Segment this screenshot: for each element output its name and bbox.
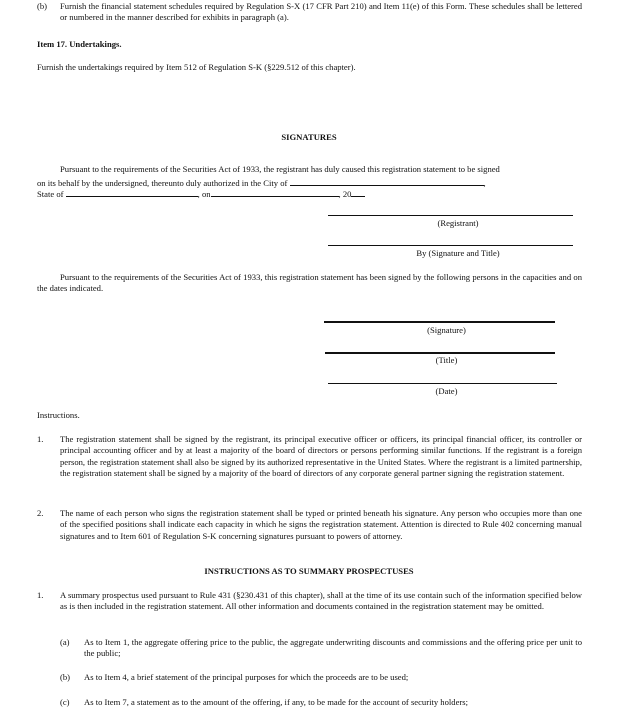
instruction-2-text: The name of each person who signs the registration statement shall be typed or printed beneath his signature. Any person who occupies more than one of the specified positions shall indicate each capacity in which he signs the registration statement. Attention is directed to Rule 402 concerning manual signatures and to Item 601 of Regulation S-K concerning signatures pursuant to powers of attorney. [60, 508, 582, 541]
signatures-para1-line1: Pursuant to the requirements of the Securities Act of 1933, the registrant has duly caused this registration statement to be signed [60, 164, 500, 174]
summary-subitem-b-marker: (b) [60, 672, 71, 682]
registrant-label: (Registrant) [437, 218, 479, 228]
year-blank[interactable] [351, 187, 365, 197]
year-label: , 20 [338, 189, 352, 199]
registrant-line[interactable] [328, 215, 573, 216]
by-signature-line[interactable] [328, 245, 573, 246]
signature-label: (Signature) [427, 325, 466, 335]
summary-subitem-c-text: As to Item 7, a statement as to the amount of the offering, if any, to be made for the account of security holders; [84, 697, 468, 707]
instruction-1-marker: 1. [37, 434, 44, 444]
item16b-marker: (b) [37, 1, 48, 11]
item17-text: Furnish the undertakings required by Item 512 of Regulation S-K (§229.512 of this chapter). [37, 62, 356, 72]
city-blank[interactable] [290, 176, 484, 186]
summary-subitem-b-text: As to Item 4, a brief statement of the principal purposes for which the proceeds are to be used; [84, 672, 409, 682]
signature-line[interactable] [324, 321, 555, 323]
city-prefix: on its behalf by the undersigned, thereunto duly authorized in the City of [37, 178, 288, 188]
title-line[interactable] [325, 352, 555, 354]
by-signature-title-label: By (Signature and Title) [416, 248, 500, 258]
summary-item1-marker: 1. [37, 590, 44, 600]
signatures-para2: Pursuant to the requirements of the Securities Act of 1933, this registration statement has been signed by the following persons in the capacities and on the dates indicated. [37, 272, 582, 294]
item17-heading: Item 17. Undertakings. [37, 39, 122, 49]
date-blank[interactable] [211, 187, 339, 197]
instruction-2-marker: 2. [37, 508, 44, 518]
signatures-para1-line3 [37, 187, 365, 200]
date-label: (Date) [435, 386, 458, 396]
on-label: , on [197, 189, 211, 199]
title-label: (Title) [435, 355, 458, 365]
summary-subitem-a-marker: (a) [60, 637, 70, 647]
state-blank[interactable] [66, 187, 198, 197]
item16b-text: Furnish the financial statement schedules required by Regulation S-X (17 CFR Part 210) and Item 11(e) of this Form. These schedules shall be lettered or numbered in the manner described for exhibits in paragraph (a). [60, 1, 582, 23]
summary-item1-text: A summary prospectus used pursuant to Rule 431 (§230.431 of this chapter), shall at the time of its use contain such of the information specified below as is then included in the registration statement. All other information and documents contained in the registration statement may be omitted. [60, 590, 582, 612]
date-line[interactable] [328, 383, 557, 384]
city-suffix: , [483, 178, 486, 188]
instruction-1-text: The registration statement shall be signed by the registrant, its principal executive officer or officers, its principal financial officer, its controller or principal accounting officer and by at least a majority of the board of directors or persons performing similar functions. If the registrant is a foreign person, the registration statement shall also be signed by its authorized representative in the United States. Where the registrant is a limited partnership, the registration statement shall be signed by a majority of the board of directors of any corporate general partner signing the registration statement. [60, 434, 582, 479]
summary-subitem-c-marker: (c) [60, 697, 70, 707]
state-label: State of [37, 189, 64, 199]
summary-prospectuses-heading: INSTRUCTIONS AS TO SUMMARY PROSPECTUSES [204, 566, 414, 576]
instructions-heading: Instructions. [37, 410, 80, 420]
signatures-heading: SIGNATURES [281, 132, 337, 142]
summary-subitem-a-text: As to Item 1, the aggregate offering price to the public, the aggregate underwriting discounts and commissions and the offering price per unit to the public; [84, 637, 582, 659]
